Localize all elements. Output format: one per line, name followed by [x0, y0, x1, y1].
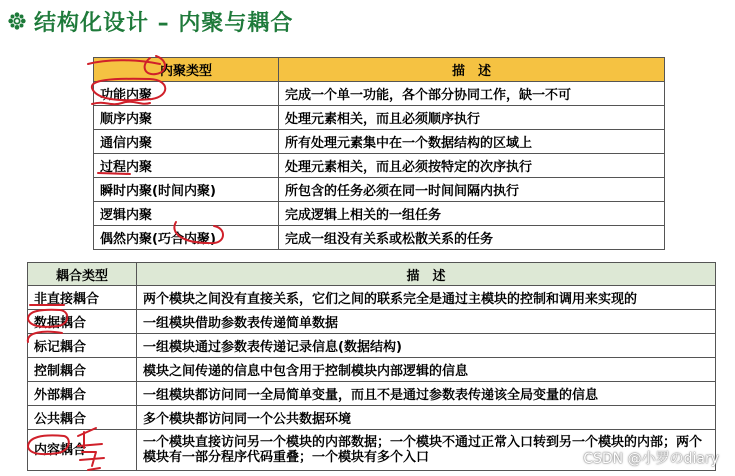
- cohesion-type: 逻辑内聚: [94, 202, 279, 226]
- coupling-type: 数据耦合: [28, 310, 137, 334]
- table-row: [28, 310, 716, 334]
- cohesion-desc: 完成一组没有关系或松散关系的任务: [279, 226, 665, 250]
- table-row: [94, 82, 665, 106]
- coupling-type: 内容耦合: [28, 430, 137, 471]
- table-row: [94, 106, 665, 130]
- coupling-desc-header: 描 述: [137, 263, 716, 286]
- cohesion-desc: 完成一个单一功能，各个部分协同工作，缺一不可: [279, 82, 665, 106]
- coupling-desc: 多个模块都访问同一个公共数据环境: [137, 406, 716, 430]
- table-row: [94, 178, 665, 202]
- coupling-desc: 一组模块通过参数表传递记录信息(数据结构): [137, 334, 716, 358]
- csdn-watermark: CSDN @小罗のdiary: [583, 451, 719, 467]
- cohesion-type: 顺序内聚: [94, 106, 279, 130]
- cohesion-type: 瞬时内聚(时间内聚): [94, 178, 279, 202]
- cohesion-type: 过程内聚: [94, 154, 279, 178]
- coupling-type: 标记耦合: [28, 334, 137, 358]
- page-title-bar: [8, 6, 293, 36]
- cohesion-desc: 所有处理元素集中在一个数据结构的区域上: [279, 130, 665, 154]
- cohesion-type: 偶然内聚(巧合内聚): [94, 226, 279, 250]
- table-row: [28, 286, 716, 310]
- cohesion-desc: 处理元素相关，而且必须按特定的次序执行: [279, 154, 665, 178]
- cohesion-type: 功能内聚: [94, 82, 279, 106]
- coupling-desc: 一组模块都访问同一全局简单变量，而且不是通过参数表传递该全局变量的信息: [137, 382, 716, 406]
- coupling-type-header: 耦合类型: [28, 263, 137, 286]
- coupling-type: 公共耦合: [28, 406, 137, 430]
- coupling-type: 非直接耦合: [28, 286, 137, 310]
- table-row: [94, 154, 665, 178]
- table-row: [28, 382, 716, 406]
- coupling-type: 外部耦合: [28, 382, 137, 406]
- gear-flower-icon: [8, 12, 26, 30]
- cohesion-type-header: 内聚类型: [94, 58, 279, 82]
- table-row: [94, 130, 665, 154]
- cohesion-desc: 处理元素相关，而且必须顺序执行: [279, 106, 665, 130]
- cohesion-table: [93, 57, 665, 250]
- coupling-desc: 两个模块之间没有直接关系，它们之间的联系完全是通过主模块的控制和调用来实现的: [137, 286, 716, 310]
- table-row: [28, 334, 716, 358]
- cohesion-desc-header: 描 述: [279, 58, 665, 82]
- table-row: [94, 226, 665, 250]
- coupling-table: [27, 262, 716, 471]
- table-row: [28, 406, 716, 430]
- page-title: 结构化设计 – 内聚与耦合: [34, 10, 294, 36]
- cohesion-desc: 所包含的任务必须在同一时间间隔内执行: [279, 178, 665, 202]
- coupling-header-row: [28, 263, 716, 286]
- coupling-desc: 一组模块借助参数表传递简单数据: [137, 310, 716, 334]
- table-row: [94, 202, 665, 226]
- coupling-desc: 一个模块直接访问另一个模块的内部数据；一个模块不通过正常入口转到另一个模块的内部；两个模块有一部分程序代码重叠；一个模块有多个入口: [137, 430, 716, 471]
- cohesion-header-row: [94, 58, 665, 82]
- cohesion-type: 通信内聚: [94, 130, 279, 154]
- cohesion-desc: 完成逻辑上相关的一组任务: [279, 202, 665, 226]
- table-row: [28, 358, 716, 382]
- coupling-type: 控制耦合: [28, 358, 137, 382]
- coupling-desc: 模块之间传递的信息中包含用于控制模块内部逻辑的信息: [137, 358, 716, 382]
